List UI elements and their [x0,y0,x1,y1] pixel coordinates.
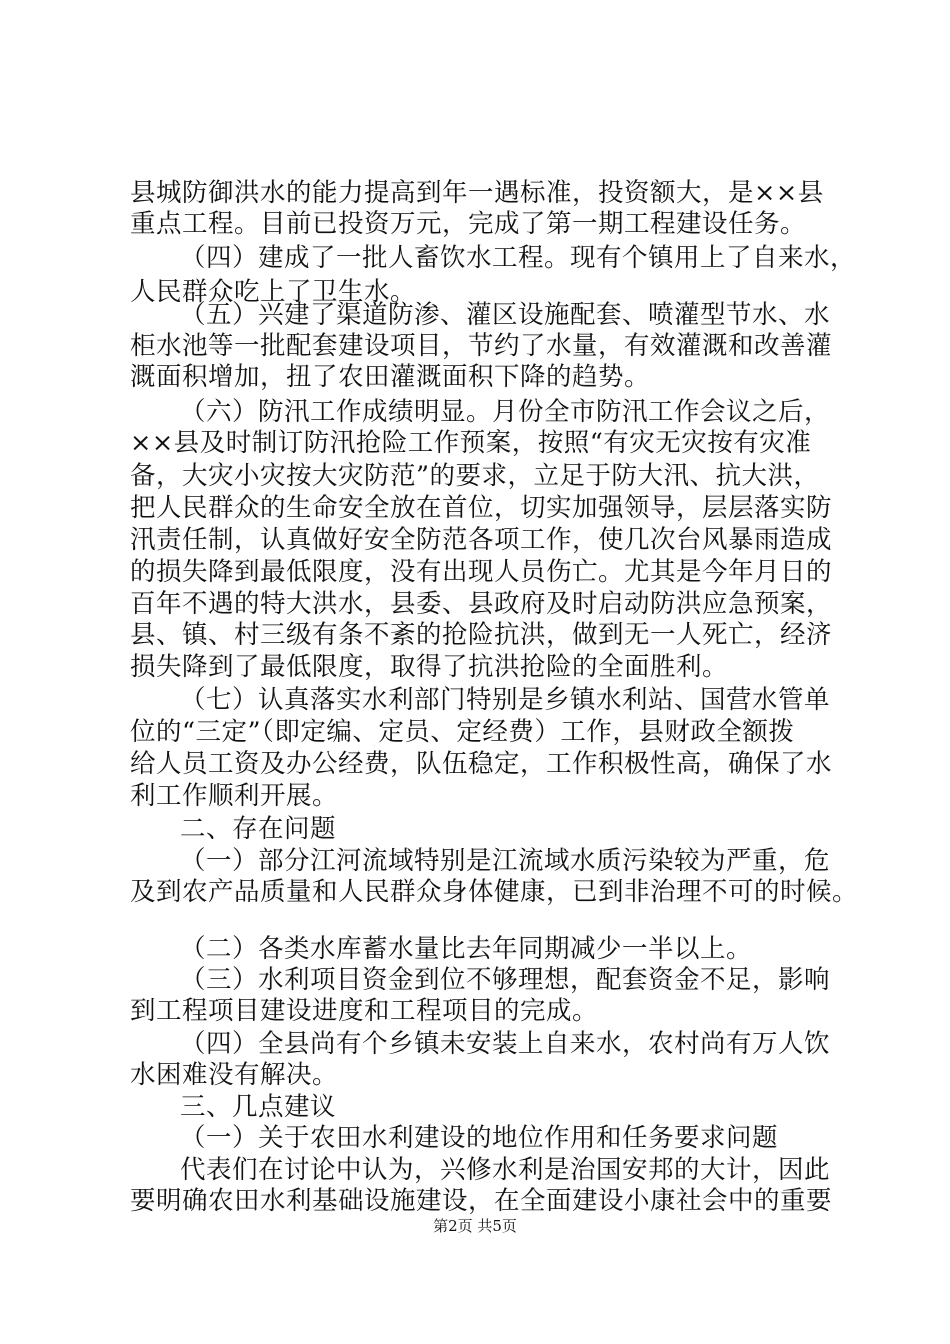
text-line: （六）防汛工作成绩明显。月份全市防汛工作会议之后， [180,397,831,427]
text-line: ××县及时制订防汛抢险工作预案，按照“有灾无灾按有灾准 [130,428,812,458]
section-heading: 二、存在问题 [180,814,337,844]
text-line: 给人员工资及办公经费，队伍稳定，工作积极性高，确保了水 [130,749,833,779]
text-line: 溉面积增加，扭了农田灌溉面积下降的趋势。 [130,362,651,392]
text-line: 县城防御洪水的能力提高到年一遇标准，投资额大，是××县 [130,178,824,208]
text-line: 的损失降到最低限度，没有出现人员伤亡。尤其是今年月日的 [130,557,833,587]
text-line: （一）关于农田水利建设的地位作用和任务要求问题 [180,1123,779,1153]
text-line: 到工程项目建设进度和工程项目的完成。 [130,996,599,1026]
text-line: 县、镇、村三级有条不紊的抢险抗洪，做到无一人死亡，经济 [130,620,833,650]
text-line: 代表们在讨论中认为，兴修水利是治国安邦的大计，因此 [180,1155,831,1185]
text-line: 要明确农田水利基础设施建设，在全面建设小康社会中的重要 [130,1186,833,1216]
text-line: （七）认真落实水利部门特别是乡镇水利站、国营水管单 [180,685,831,715]
text-line: （一）部分江河流域特别是江流域水质污染较为严重，危 [180,846,831,876]
page-number-footer: 第2页 共5页 [433,1217,517,1235]
text-line: （三）水利项目资金到位不够理想，配套资金不足，影响 [180,965,831,995]
text-line: 把人民群众的生命安全放在首位，切实加强领导，层层落实防 [130,493,833,523]
text-line: 及到农产品质量和人民群众身体健康，已到非治理不可的时候。 [130,877,859,907]
text-line: 损失降到了最低限度，取得了抗洪抢险的全面胜利。 [130,652,729,682]
text-line: 利工作顺利开展。 [130,781,339,811]
text-line: 水困难没有解决。 [130,1060,339,1090]
text-line: 备，大灾小灾按大灾防范”的要求，立足于防大汛、抗大洪， [130,461,820,491]
text-line: 重点工程。目前已投资万元，完成了第一期工程建设任务。 [130,209,807,239]
text-line: 百年不遇的特大洪水，县委、县政府及时启动防洪应急预案， [130,589,833,619]
text-line: （四）全县尚有个乡镇未安装上自来水，农村尚有万人饮 [180,1029,831,1059]
section-heading: 三、几点建议 [180,1092,337,1122]
text-line: 柜水池等一批配套建设项目，节约了水量，有效灌溉和改善灌 [130,331,833,361]
text-line: （四）建成了一批人畜饮水工程。现有个镇用上了自来水， [180,243,857,273]
text-line: （二）各类水库蓄水量比去年同期减少一半以上。 [180,934,753,964]
text-line: 汛责任制，认真做好安全防范各项工作，使几次台风暴雨造成 [130,525,833,555]
text-line: 人民群众吃上了卫生水。 [130,277,417,307]
text-line: （五）兴建了渠道防渗、灌区设施配套、喷灌型节水、水 [180,300,831,330]
text-line: 位的“三定”（即定编、定员、定经费）工作，县财政全额拨 [130,717,795,747]
